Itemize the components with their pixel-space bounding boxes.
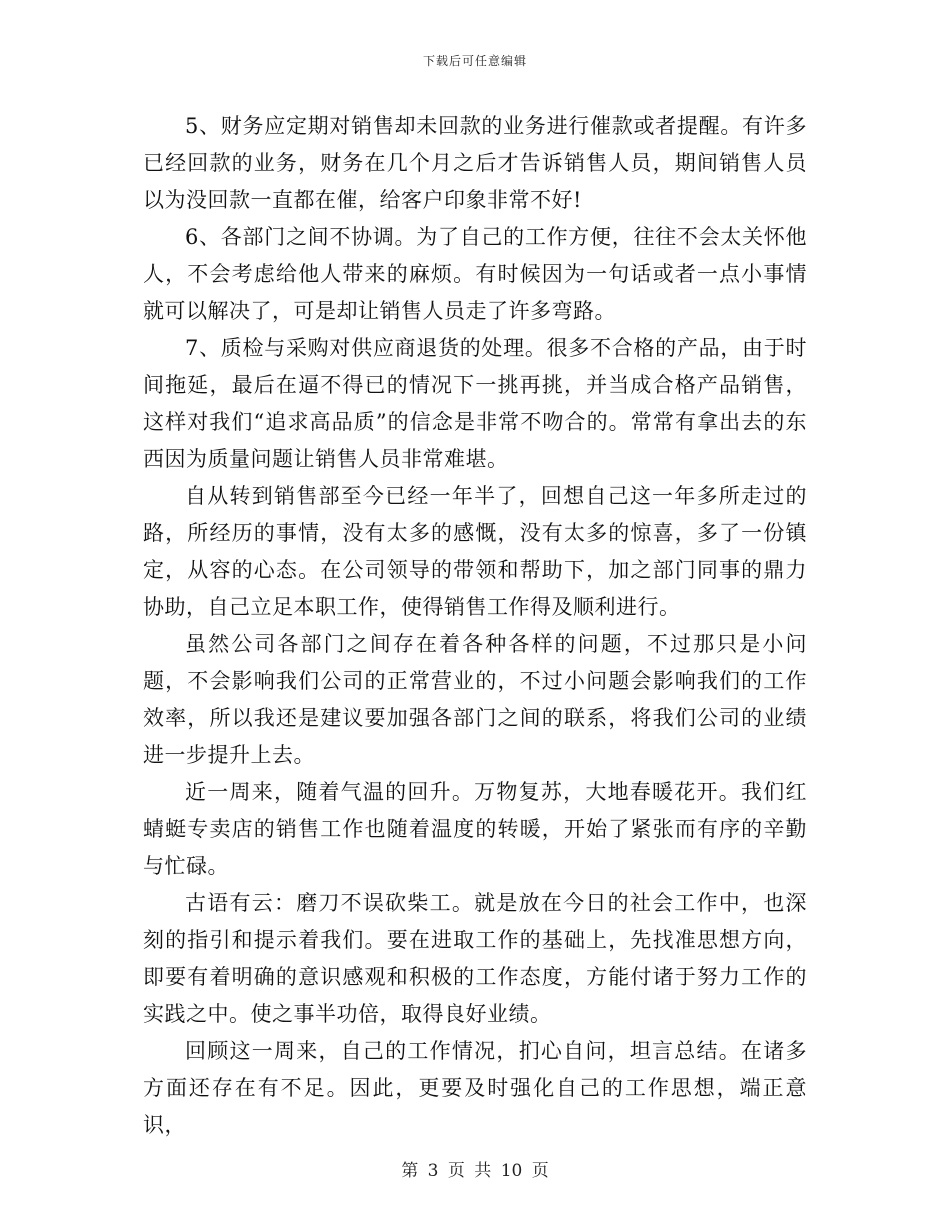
- paragraph-department-issues: 虽然公司各部门之间存在着各种各样的问题，不过那只是小问题，不会影响我们公司的正常营业的，不过小问题会影响我们的工作效率，所以我还是建议要加强各部门之间的联系，将我们公司的业绩进一步提升上去。: [143, 632, 807, 767]
- page-header-note: 下载后可任意编辑: [422, 54, 527, 68]
- paragraph-department-coordination: 6、各部门之间不协调。为了自己的工作方便，往往不会太关怀他人，不会考虑给他人带来的麻烦。有时候因为一句话或者一点小事情就可以解决了，可是却让销售人员走了许多弯路。: [143, 225, 807, 323]
- paragraph-sales-year-review: 自从转到销售部至今已经一年半了，回想自己这一年多所走过的路，所经历的事情，没有太多的感慨，没有太多的惊喜，多了一份镇定，从容的心态。在公司领导的带领和帮助下，加之部门同事的鼎力协助，自己立足本职工作，使得销售工作得及顺利进行。: [143, 484, 807, 619]
- paragraph-weekly-review: 回顾这一周来，自己的工作情况，扪心自问，坦言总结。在诸多方面还存在有不足。因此，更要及时强化自己的工作思想，端正意识，: [143, 1039, 807, 1137]
- document-body: [143, 108, 807, 1144]
- paragraph-spring-sales: 近一周来，随着气温的回升。万物复苏，大地春暖花开。我们红蜻蜓专卖店的销售工作也随着温度的转暖，开始了紧张而有序的辛勤与忙碌。: [143, 780, 807, 878]
- paragraph-finance-reminder: 5、财务应定期对销售却未回款的业务进行催款或者提醒。有许多已经回款的业务，财务在几个月之后才告诉销售人员，期间销售人员以为没回款一直都在催，给客户印象非常不好!: [143, 114, 807, 212]
- page-number: 第 3 页 共 10 页: [401, 1161, 549, 1181]
- paragraph-quality-returns: 7、质检与采购对供应商退货的处理。很多不合格的产品，由于时间拖延，最后在逼不得已的情况下一挑再挑，并当成合格产品销售，这样对我们“追求高品质”的信念是非常不吻合的。常常有拿出去的东西因为质量问题让销售人员非常难堪。: [143, 336, 807, 471]
- paragraph-proverb: 古语有云：磨刀不误砍柴工。就是放在今日的社会工作中，也深刻的指引和提示着我们。要在进取工作的基础上，先找准思想方向，即要有着明确的意识感观和积极的工作态度，方能付诸于努力工作的实践之中。使之事半功倍，取得良好业绩。: [143, 891, 807, 1026]
